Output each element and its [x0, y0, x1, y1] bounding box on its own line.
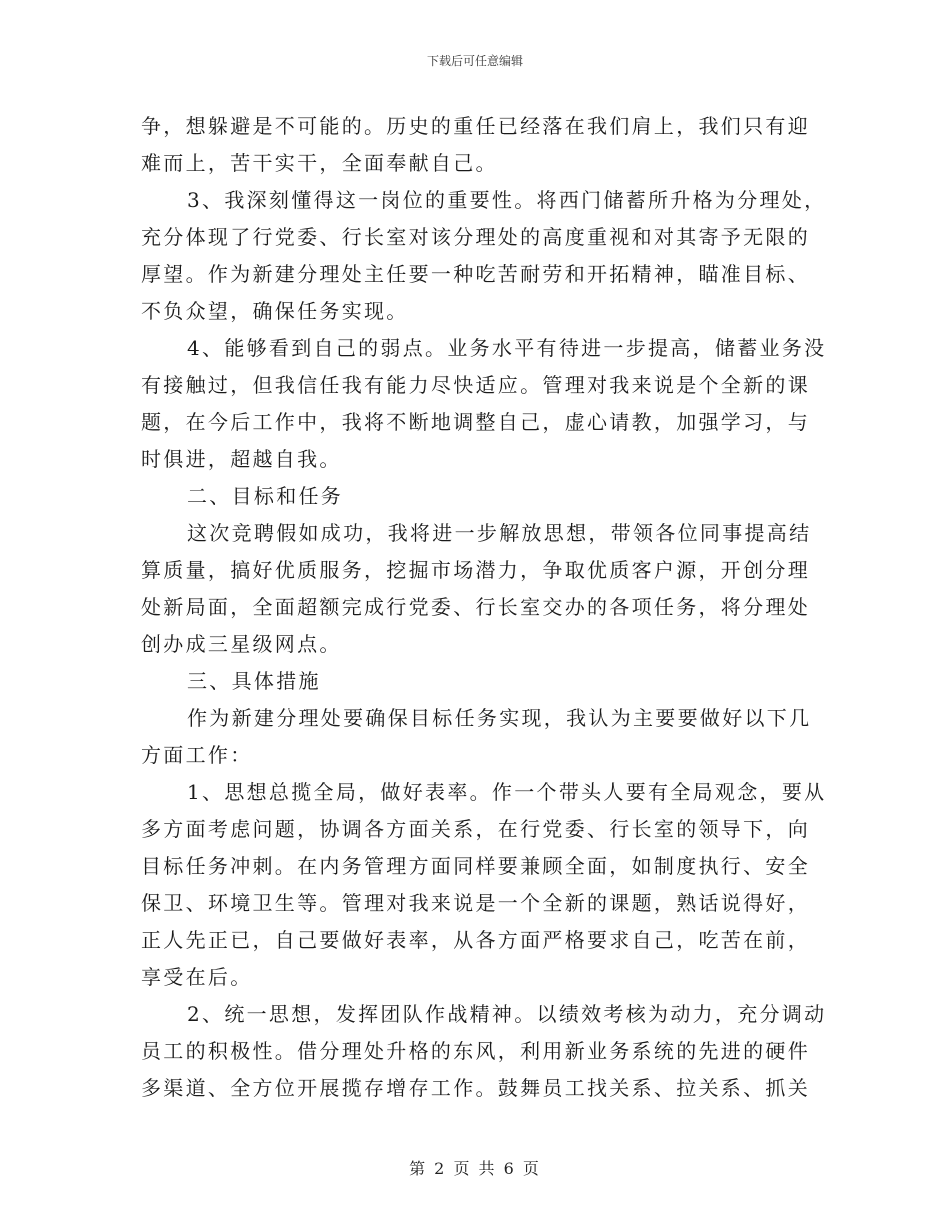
- text-line: 有接触过，但我信任我有能力尽快适应。管理对我来说是个全新的课: [141, 373, 810, 397]
- text-line: 正人先正已，自己要做好表率，从各方面严格要求自己，吃苦在前，: [141, 928, 810, 952]
- text-line: 创办成三星级网点。: [141, 632, 342, 656]
- text-line: 三、具体措施: [187, 669, 321, 693]
- text-line: 多渠道、全方位开展揽存增存工作。鼓舞员工找关系、拉关系、抓关: [141, 1076, 810, 1100]
- text-line: 3、我深刻懂得这一岗位的重要性。将西门储蓄所升格为分理处，: [187, 188, 827, 212]
- text-line: 享受在后。: [141, 965, 253, 989]
- text-line: 多方面考虑问题，协调各方面关系，在行党委、行长室的领导下，向: [141, 817, 810, 841]
- text-line: 2、统一思想，发挥团队作战精神。以绩效考核为动力，充分调动: [187, 1002, 827, 1026]
- text-line: 算质量，搞好优质服务，挖掘市场潜力，争取优质客户源，开创分理: [141, 558, 810, 582]
- text-line: 二、目标和任务: [187, 484, 344, 508]
- text-line: 保卫、环境卫生等。管理对我来说是一个全新的课题，熟话说得好，: [141, 891, 810, 915]
- text-line: 充分体现了行党委、行长室对该分理处的高度重视和对其寄予无限的: [141, 225, 810, 249]
- page-header: 下载后可任意编辑: [426, 54, 523, 68]
- text-line: 时俱进，超越自我。: [141, 447, 342, 471]
- text-line: 难而上，苦干实干，全面奉献自己。: [141, 151, 498, 175]
- text-line: 争，想躲避是不可能的。历史的重任已经落在我们肩上，我们只有迎: [141, 114, 810, 138]
- text-line: 员工的积极性。借分理处升格的东风，利用新业务系统的先进的硬件: [141, 1039, 810, 1063]
- text-line: 题，在今后工作中，我将不断地调整自己，虚心请教，加强学习，与: [141, 410, 810, 434]
- text-line: 目标任务冲刺。在内务管理方面同样要兼顾全面，如制度执行、安全: [141, 854, 810, 878]
- text-line: 处新局面，全面超额完成行党委、行长室交办的各项任务，将分理处: [141, 595, 810, 619]
- text-line: 1、思想总揽全局，做好表率。作一个带头人要有全局观念，要从: [187, 780, 827, 804]
- text-line: 这次竞聘假如成功，我将进一步解放思想，带领各位同事提高结: [187, 521, 812, 545]
- document-body: [141, 108, 827, 1107]
- text-line: 方面工作：: [141, 743, 253, 767]
- text-line: 4、能够看到自己的弱点。业务水平有待进一步提高，储蓄业务没: [187, 336, 827, 360]
- text-line: 不负众望，确保任务实现。: [141, 299, 409, 323]
- text-line: 厚望。作为新建分理处主任要一种吃苦耐劳和开拓精神，瞄准目标、: [141, 262, 810, 286]
- text-line: 作为新建分理处要确保目标任务实现，我认为主要要做好以下几: [187, 706, 812, 730]
- page-number: 第 2 页 共 6 页: [409, 1159, 541, 1178]
